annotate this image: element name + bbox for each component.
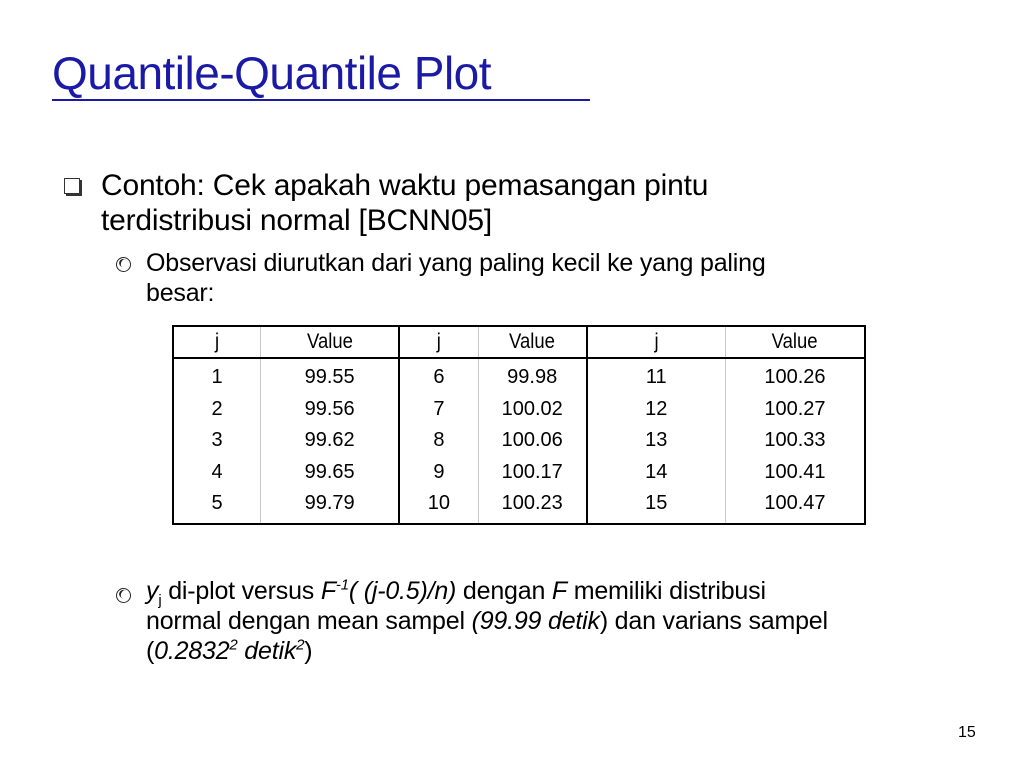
f-symbol: F (320, 577, 336, 605)
text-fragment: dengan (456, 577, 552, 605)
variance-sup: 2 (229, 636, 238, 654)
bullet-contoh-line1: Contoh: Cek apakah waktu pemasangan pintu (101, 169, 709, 202)
table-row (173, 425, 865, 457)
table-cell: 14 (587, 457, 726, 489)
table-cell: 8 (399, 425, 478, 457)
f-symbol-2: F (551, 577, 567, 605)
sample-mean: (99.99 detik (471, 607, 600, 635)
unit-sup: 2 (296, 636, 305, 654)
text-fragment: normal dengan mean sampel (146, 607, 472, 635)
observation-table (172, 325, 866, 525)
table-row (173, 358, 865, 394)
slide-title: Quantile-Quantile Plot (52, 47, 492, 99)
text-fragment: ) dan varians sampel (599, 607, 828, 635)
table-cell: 100.26 (764, 366, 826, 389)
table-cell: 100.33 (764, 429, 826, 452)
table-cell: 100.06 (478, 425, 586, 457)
table-cell: 100.02 (478, 394, 586, 426)
table-cell: 5 (173, 488, 261, 524)
y-symbol: y (146, 577, 159, 605)
table-row (173, 488, 865, 524)
text-fragment: memiliki distribusi (566, 577, 766, 605)
bullet-contoh-text (101, 168, 961, 238)
table-cell: 99.65 (261, 457, 399, 489)
y-subscript: j (158, 592, 162, 609)
header-j-1: j (178, 326, 255, 358)
header-value-3: Value (734, 326, 857, 358)
table-cell: 99.56 (261, 394, 399, 426)
header-j-3: j (595, 326, 717, 358)
f-inverse-sup: -1 (335, 576, 349, 594)
table-cell: 4 (173, 457, 261, 489)
table-cell: 10 (399, 488, 478, 524)
table-cell: 13 (587, 425, 726, 457)
table-cell: 7 (399, 394, 478, 426)
table-cell: 15 (587, 488, 726, 524)
table-cell: 100.27 (764, 397, 826, 420)
table-cell: 99.79 (261, 488, 399, 524)
table-header-row (173, 326, 865, 358)
text-fragment: ( (146, 637, 155, 665)
observasi-line2: besar: (146, 279, 215, 307)
header-value-2: Value (485, 326, 580, 358)
sub-bullet-observasi-text (146, 248, 966, 308)
quantile-argument: ( (j-0.5)/n) (348, 577, 457, 605)
table-cell: 12 (587, 394, 726, 426)
title-underline (52, 99, 590, 101)
bullet-contoh-line2: terdistribusi normal [BCNN05] (101, 204, 492, 237)
sub-bullet-yj-text (146, 576, 966, 666)
table-cell: 99.98 (478, 358, 586, 394)
text-fragment: ) (304, 637, 313, 665)
observasi-line1: Observasi diurutkan dari yang paling kecil ke yang paling (146, 249, 766, 277)
text-fragment: di-plot versus (161, 577, 321, 605)
table-row (173, 457, 865, 489)
table-cell: 2 (173, 394, 261, 426)
table-cell: 11 (587, 358, 726, 394)
table-row (173, 394, 865, 426)
header-value-1: Value (269, 326, 391, 358)
page-number: 15 (958, 724, 976, 741)
square-bullet-icon (64, 178, 80, 194)
table-cell: 100.17 (478, 457, 586, 489)
table-cell: 100.41 (764, 460, 826, 483)
table-cell: 6 (399, 358, 478, 394)
table-cell: 100.23 (478, 488, 586, 524)
table-cell: 3 (173, 425, 261, 457)
table-cell: 99.62 (261, 425, 399, 457)
table-cell: 99.55 (261, 358, 399, 394)
table-cell: 100.47 (764, 492, 826, 515)
variance-unit: detik (237, 637, 297, 665)
table-cell: 1 (173, 358, 261, 394)
circle-bullet-icon (116, 588, 131, 603)
header-j-2: j (404, 326, 474, 358)
circle-bullet-icon (116, 257, 131, 272)
sample-variance: 0.2832 (154, 637, 230, 665)
table-cell: 9 (399, 457, 478, 489)
